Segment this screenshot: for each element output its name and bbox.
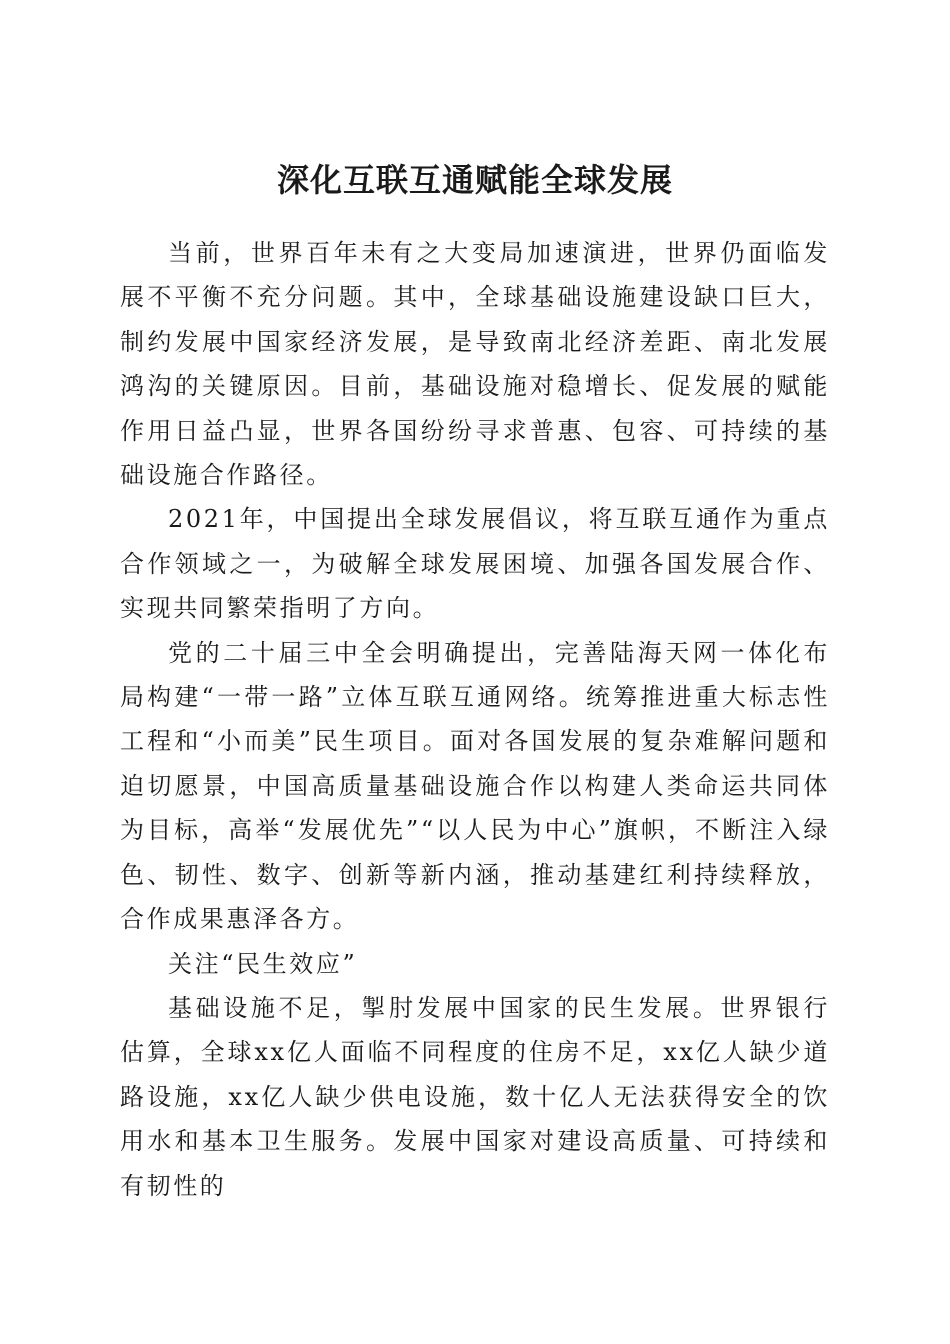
document-body bbox=[120, 231, 830, 1208]
document-title: 深化互联互通赋能全球发展 bbox=[276, 161, 673, 200]
paragraph-intro: 当前，世界百年未有之大变局加速演进，世界仍面临发展不平衡不充分问题。其中，全球基础设施建设缺口巨大，制约发展中国家经济发展，是导致南北经济差距、南北发展鸿沟的关键原因。目前，基础设施对稳增长、促发展的赋能作用日益凸显，世界各国纷纷寻求普惠、包容、可持续的基础设施合作路径。 bbox=[120, 239, 830, 490]
paragraph-plenum: 党的二十届三中全会明确提出，完善陆海天网一体化布局构建“一带一路”立体互联互通网络。统筹推进重大标志性工程和“小而美”民生项目。面对各国发展的复杂难解问题和迫切愿景，中国高质量基础设施合作以构建人类命运共同体为目标，高举“发展优先”“以人民为中心”旗帜，不断注入绿色、韧性、数字、创新等新内涵，推动基建红利持续释放，合作成果惠泽各方。 bbox=[120, 638, 830, 934]
paragraph-initiative: 2021年，中国提出全球发展倡议，将互联互通作为重点合作领域之一，为破解全球发展困境、加强各国发展合作、实现共同繁荣指明了方向。 bbox=[120, 505, 830, 623]
paragraph-livelihood: 基础设施不足，掣肘发展中国家的民生发展。世界银行估算，全球xx亿人面临不同程度的住房不足，xx亿人缺少道路设施，xx亿人缺少供电设施，数十亿人无法获得安全的饮用水和基本卫生服务。发展中国家对建设高质量、可持续和有韧性的 bbox=[120, 993, 830, 1200]
section-heading-livelihood: 关注“民生效应” bbox=[168, 949, 358, 978]
